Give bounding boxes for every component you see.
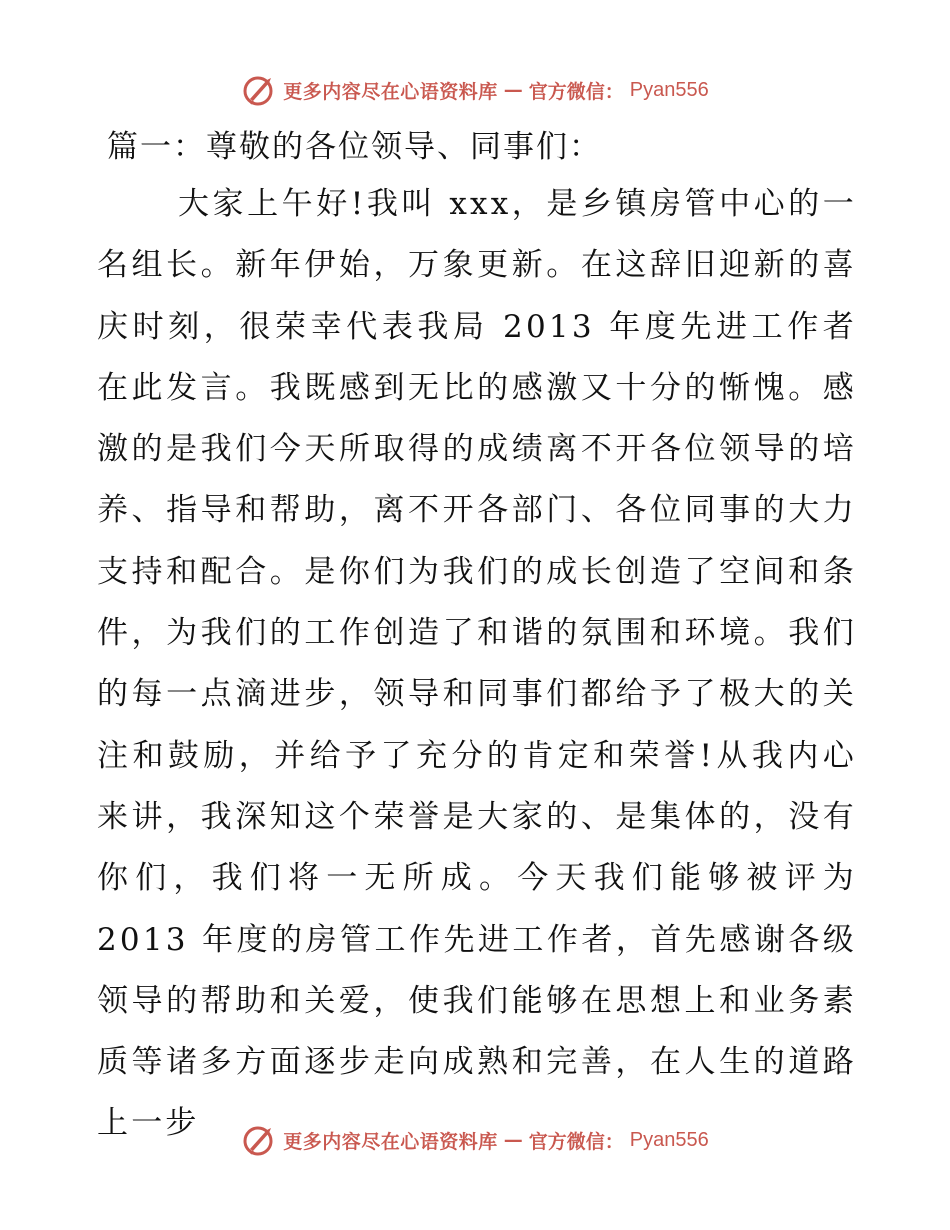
watermark-brand: 更多内容尽在心语资料库 [283,1130,498,1153]
quill-logo-icon [241,1122,277,1158]
quill-logo-icon [241,72,277,108]
watermark-separator: — [503,1129,523,1151]
footer-watermark [0,1120,950,1160]
document-paragraph: 大家上午好!我叫 xxx，是乡镇房管中心的一名组长。新年伊始，万象更新。在这辞旧迎新的喜庆时刻，很荣幸代表我局 2013 年度先进工作者在此发言。我既感到无比的感激又十分的惭愧。感激的是我们今天所取得的成绩离不开各位领导的培养、指导和帮助，离不开各部门、各位同事的大力支持和配合。是你们为我们的成长创造了空间和条件，为我们的工作创造了和谐的氛围和环境。我们的每一点滴进步，领导和同事们都给予了极大的关注和鼓励，并给予了充分的肯定和荣誉!从我内心来讲，我深知这个荣誉是大家的、是集体的，没有你们，我们将一无所成。今天我们能够被评为 2013 年度的房管工作先进工作者，首先感谢各级领导的帮助和关爱，使我们能够在思想上和业务素质等诸多方面逐步走向成熟和完善，在人生的道路上一步 [97,186,857,1142]
watermark-wechat-id: Pyan556 [629,1128,709,1151]
watermark-wechat-id: Pyan556 [629,78,709,101]
header-watermark [0,70,950,110]
watermark-wechat-label: 官方微信： [528,1130,624,1153]
document-heading: 篇一：尊敬的各位领导、同事们： [107,129,602,165]
watermark-separator: — [503,79,523,101]
watermark-brand: 更多内容尽在心语资料库 [283,80,498,103]
watermark-wechat-label: 官方微信： [528,80,624,103]
